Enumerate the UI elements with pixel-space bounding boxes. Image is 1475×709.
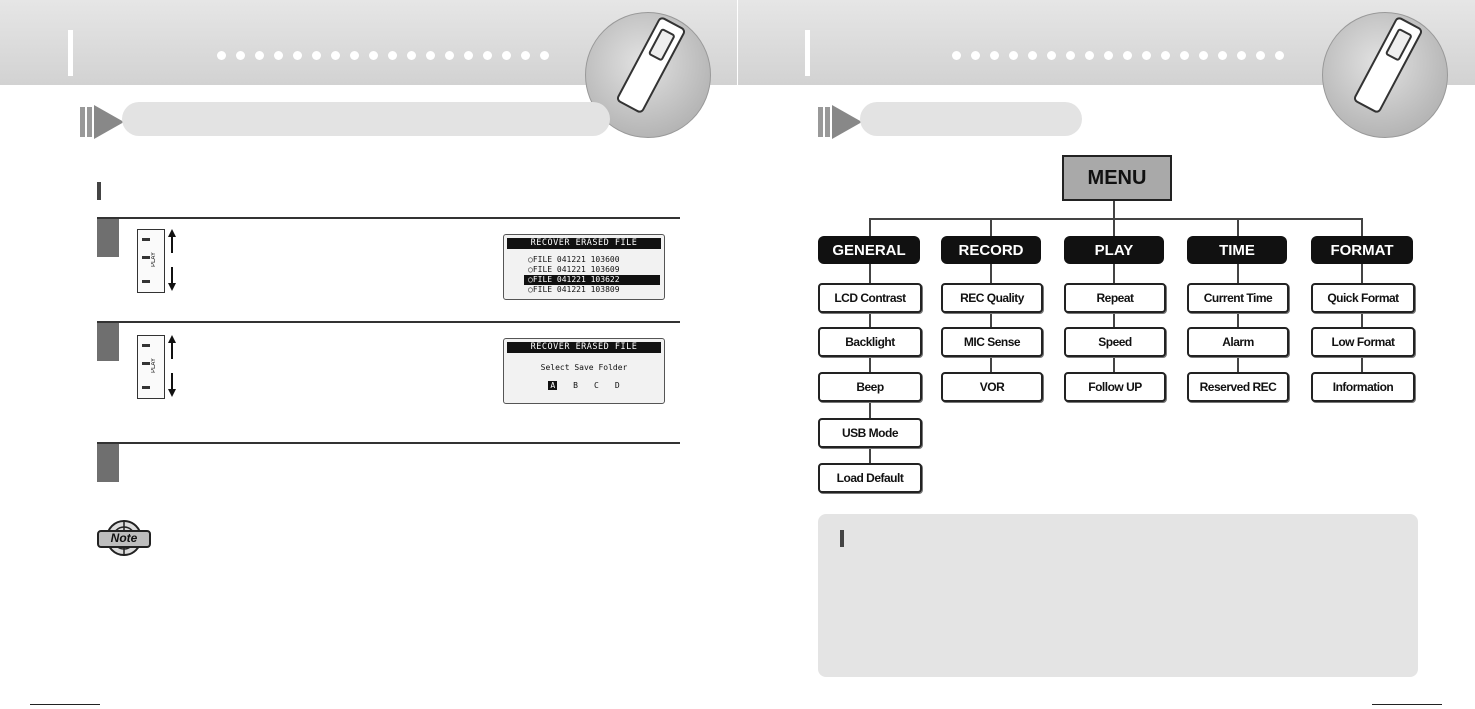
category-format: FORMAT: [1311, 236, 1413, 264]
branch-drop-time: [1237, 218, 1239, 236]
step2-device-label: PLAY: [151, 358, 157, 373]
category-record: RECORD: [941, 236, 1041, 264]
column-line-format: [1361, 264, 1363, 374]
left-section-arrow-icon: [80, 103, 126, 141]
right-section-arrow-icon: [818, 103, 864, 141]
column-line-record: [990, 264, 992, 374]
lcd1-file-row: ○FILE 041221 103600: [528, 255, 620, 264]
column-line-play: [1113, 264, 1115, 374]
menu-branch-line: [869, 218, 1361, 220]
left-header-marker: [68, 30, 73, 76]
menu-item-repeat: Repeat: [1064, 283, 1166, 313]
step1-device-label: PLAY: [151, 252, 157, 267]
menu-item-quick-format: Quick Format: [1311, 283, 1415, 313]
note-icon: [96, 518, 152, 558]
category-general: GENERAL: [818, 236, 920, 264]
right-device-illustration: [1322, 12, 1448, 138]
subheading-marker: [97, 182, 101, 200]
menu-item-backlight: Backlight: [818, 327, 922, 357]
menu-item-lcd-contrast: LCD Contrast: [818, 283, 922, 313]
lcd1-title: RECOVER ERASED FILE: [507, 238, 661, 249]
right-header-marker: [805, 30, 810, 76]
note-label: Note: [110, 531, 138, 545]
menu-item-low-format: Low Format: [1311, 327, 1415, 357]
menu-item-vor: VOR: [941, 372, 1043, 402]
branch-drop-format: [1361, 218, 1363, 236]
info-panel-marker: [840, 530, 844, 547]
left-section-title-bar: [122, 102, 610, 136]
menu-item-reserved-rec: Reserved REC: [1187, 372, 1289, 402]
lcd1-file-row-selected: ○FILE 041221 103622: [524, 275, 660, 285]
lcd-recover-file-list: [503, 234, 665, 300]
step1-up-arrow-icon: [168, 229, 180, 293]
lcd1-file-row: ○FILE 041221 103809: [528, 285, 620, 294]
menu-item-follow-up: Follow UP: [1064, 372, 1166, 402]
folder-option: B: [573, 381, 578, 390]
branch-drop-general: [869, 218, 871, 236]
step2-rule: [97, 321, 680, 323]
step2-device-switch: [137, 335, 165, 399]
lcd-select-save-folder: [503, 338, 665, 404]
step3-number-box: [97, 444, 119, 482]
folder-option: D: [614, 381, 620, 390]
folder-option: C: [594, 381, 599, 390]
step1-rule: [97, 217, 680, 219]
menu-item-beep: Beep: [818, 372, 922, 402]
lcd2-folder-row: [504, 381, 664, 390]
menu-item-alarm: Alarm: [1187, 327, 1289, 357]
step3-rule: [97, 442, 680, 444]
lcd1-file-row: ○FILE 041221 103609: [528, 265, 620, 274]
step1-number-box: [97, 219, 119, 257]
menu-item-speed: Speed: [1064, 327, 1166, 357]
right-header-dots: [952, 51, 1284, 65]
left-footer-rule: [30, 704, 100, 705]
menu-item-rec-quality: REC Quality: [941, 283, 1043, 313]
column-line-time: [1237, 264, 1239, 374]
category-time: TIME: [1187, 236, 1287, 264]
menu-item-current-time: Current Time: [1187, 283, 1289, 313]
menu-trunk-line: [1113, 199, 1115, 219]
info-panel: [818, 514, 1418, 677]
menu-item-load-default: Load Default: [818, 463, 922, 493]
right-section-title-bar: [860, 102, 1082, 136]
step1-device-switch: [137, 229, 165, 293]
left-header-dots: [217, 51, 549, 65]
menu-item-usb-mode: USB Mode: [818, 418, 922, 448]
right-footer-rule: [1372, 704, 1442, 705]
menu-item-mic-sense: MIC Sense: [941, 327, 1043, 357]
branch-drop-record: [990, 218, 992, 236]
step2-number-box: [97, 323, 119, 361]
folder-option-selected: A: [550, 381, 556, 390]
menu-root-box: MENU: [1062, 155, 1172, 201]
branch-drop-play: [1113, 218, 1115, 236]
lcd2-prompt: Select Save Folder: [540, 363, 628, 372]
menu-item-information: Information: [1311, 372, 1415, 402]
category-play: PLAY: [1064, 236, 1164, 264]
step2-up-arrow-icon: [168, 335, 180, 399]
lcd2-title: RECOVER ERASED FILE: [507, 342, 661, 353]
